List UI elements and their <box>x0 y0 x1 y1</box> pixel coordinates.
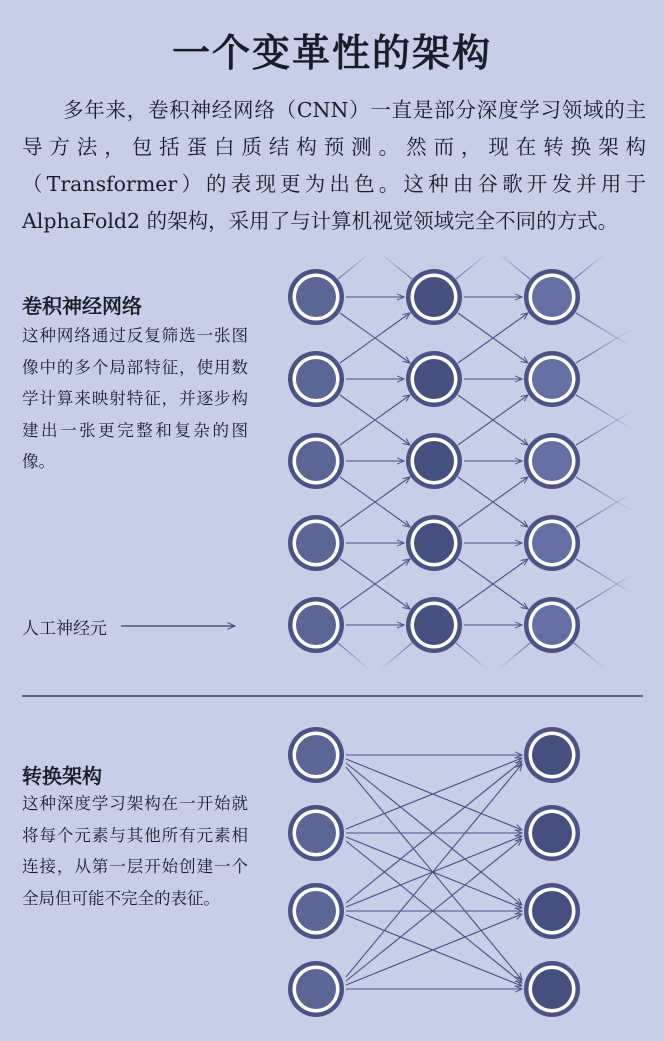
cnn-neuron-c2-r0-core <box>532 277 572 317</box>
transformer-connections <box>346 755 522 989</box>
transformer-edge-2-1 <box>346 836 522 907</box>
cnn-neuron-c2-r3 <box>524 515 580 571</box>
cnn-fade-bottom-a-0 <box>338 643 370 670</box>
artificial-neuron-label-text: 人工神经元 <box>22 619 107 639</box>
cnn-fade-right-up-1 <box>576 411 632 445</box>
cnn-neuron-c0-r3 <box>288 515 344 571</box>
cnn-fade-right-up-0 <box>576 329 632 363</box>
transformer-section-title: 转换架构 <box>22 764 102 788</box>
page-title: 一个变革性的架构 <box>171 30 492 75</box>
transformer-edge-3-1 <box>346 839 522 981</box>
cnn-neuron-c1-r1-core <box>414 359 454 399</box>
cnn-neuron-c1-r0-core <box>414 277 454 317</box>
cnn-fade-right-down-0 <box>576 313 632 347</box>
cnn-fade-bottom-a-1 <box>456 643 488 670</box>
transformer-edge-0-1 <box>346 759 522 830</box>
cnn-neuron-c1-r4-core <box>414 605 454 645</box>
cnn-fade-top-b-1 <box>498 253 530 279</box>
transformer-input-neuron-0-core <box>296 735 336 775</box>
transformer-output-neuron-1-core <box>532 813 572 853</box>
cnn-fade-top-last <box>574 253 606 279</box>
cnn-fade-top-b-0 <box>380 253 412 279</box>
cnn-neuron-c2-r4 <box>524 597 580 653</box>
cnn-fade-top-a-1 <box>456 253 488 279</box>
cnn-connections <box>338 253 640 670</box>
transformer-input-neuron-0 <box>288 727 344 783</box>
cnn-fade-right-down-3 <box>576 559 632 593</box>
cnn-neurons <box>288 269 580 653</box>
cnn-neuron-c2-r4-core <box>532 605 572 645</box>
cnn-neuron-c0-r0-core <box>296 277 336 317</box>
cnn-fade-top-a-0 <box>338 253 370 279</box>
transformer-output-neuron-3-core <box>532 969 572 1009</box>
cnn-neuron-c0-r0 <box>288 269 344 325</box>
cnn-neuron-c0-r3-core <box>296 523 336 563</box>
transformer-output-neuron-2-core <box>532 891 572 931</box>
cnn-neuron-c0-r2 <box>288 433 344 489</box>
cnn-fade-right-up-3 <box>576 575 632 609</box>
transformer-input-neuron-1-core <box>296 813 336 853</box>
transformer-edge-3-0 <box>346 764 522 977</box>
transformer-edge-1-2 <box>346 837 522 908</box>
cnn-section-description: 这种网络通过反复筛选一张图像中的多个局部特征，使用数学计算来映射特征，并逐步构建出一张更完整和复杂的图像。 <box>22 326 248 471</box>
transformer-edge-1-0 <box>346 758 522 829</box>
transformer-output-neuron-3 <box>524 961 580 1017</box>
cnn-neuron-c1-r2-core <box>414 441 454 481</box>
transformer-output-neuron-0-core <box>532 735 572 775</box>
transformer-input-neuron-1 <box>288 805 344 861</box>
cnn-fade-bottom-last <box>574 643 606 670</box>
transformer-edge-2-3 <box>346 915 522 986</box>
transformer-edge-0-3 <box>346 767 522 980</box>
transformer-input-neuron-3 <box>288 961 344 1017</box>
transformer-input-neuron-2 <box>288 883 344 939</box>
cnn-neuron-c1-r2 <box>406 433 462 489</box>
transformer-input-neuron-3-core <box>296 969 336 1009</box>
cnn-neuron-c1-r3 <box>406 515 462 571</box>
transformer-output-neuron-1 <box>524 805 580 861</box>
cnn-neuron-c1-r3-core <box>414 523 454 563</box>
transformer-output-neuron-2 <box>524 883 580 939</box>
transformer-edge-3-2 <box>346 914 522 985</box>
cnn-neuron-c2-r2-core <box>532 441 572 481</box>
cnn-fade-bottom-b-0 <box>380 643 412 670</box>
cnn-neuron-c2-r0 <box>524 269 580 325</box>
cnn-neuron-c0-r4 <box>288 597 344 653</box>
cnn-neuron-c2-r2 <box>524 433 580 489</box>
cnn-neuron-c0-r1-core <box>296 359 336 399</box>
cnn-neuron-c2-r3-core <box>532 523 572 563</box>
cnn-neuron-c2-r1 <box>524 351 580 407</box>
transformer-input-neuron-2-core <box>296 891 336 931</box>
cnn-fade-bottom-b-1 <box>498 643 530 670</box>
intro-paragraph: 多年来，卷积神经网络（CNN）一直是部分深度学习领域的主导方法，包括蛋白质结构预测。然而，现在转换架构（Transformer）的表现更为出色。这种由谷歌开发并用于 AlphaFold2 的架构，采用了与计算机视觉领域完全不同的方式。 <box>22 98 646 233</box>
transformer-edge-1-3 <box>346 841 522 983</box>
cnn-fade-right-down-2 <box>576 477 632 511</box>
transformer-edge-2-0 <box>346 761 522 903</box>
cnn-neuron-c1-r4 <box>406 597 462 653</box>
transformer-output-neuron-0 <box>524 727 580 783</box>
cnn-fade-right-down-1 <box>576 395 632 429</box>
cnn-neuron-c1-r0 <box>406 269 462 325</box>
cnn-neuron-c0-r4-core <box>296 605 336 645</box>
transformer-edge-0-2 <box>346 763 522 905</box>
cnn-neuron-c0-r2-core <box>296 441 336 481</box>
cnn-neuron-c1-r1 <box>406 351 462 407</box>
cnn-fade-right-up-2 <box>576 493 632 527</box>
cnn-section-title: 卷积神经网络 <box>22 294 142 318</box>
transformer-section-description: 这种深度学习架构在一开始就将每个元素与其他所有元素相连接，从第一层开始创建一个全局但可能不完全的表征。 <box>22 794 248 908</box>
cnn-neuron-c2-r1-core <box>532 359 572 399</box>
cnn-neuron-c0-r1 <box>288 351 344 407</box>
